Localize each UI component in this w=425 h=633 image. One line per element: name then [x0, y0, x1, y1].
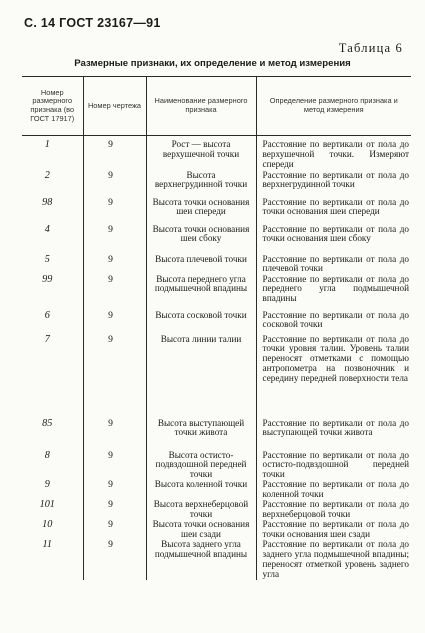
measure-method: Расстояние по вертикали от пола до плечевой точки	[256, 255, 411, 275]
measure-name: Высота линии талии	[146, 335, 256, 419]
figure-number: 9	[83, 520, 146, 540]
measure-number: 1	[22, 136, 83, 171]
measure-number: 9	[22, 480, 83, 500]
measure-method: Расстояние по вертикали от пола до выступающей точки живота	[256, 419, 411, 451]
measure-method: Расстояние по вертикали от пола до переднего угла подмышечной впадины	[256, 275, 411, 311]
measure-name: Высота коленной точки	[146, 480, 256, 500]
measure-method: Расстояние по вертикали от пола до сосковой точки	[256, 311, 411, 335]
table-row	[22, 275, 411, 311]
table-row	[22, 335, 411, 419]
table-row	[22, 540, 411, 580]
table-header-row	[22, 77, 411, 136]
measure-method: Расстояние по вертикали от пола до точки основания шеи сзади	[256, 520, 411, 540]
measure-name: Высота точки основания шеи сбоку	[146, 225, 256, 255]
measure-name: Высота верхнегрудинной точки	[146, 171, 256, 198]
figure-number: 9	[83, 255, 146, 275]
table-label: Таблица 6	[338, 41, 403, 55]
measure-number: 98	[22, 198, 83, 225]
figure-number: 9	[83, 198, 146, 225]
table-row	[22, 520, 411, 540]
table-caption: Размерные признаки, их определение и метод измерения	[74, 58, 351, 69]
measure-method: Расстояние по вертикали от пола до заднего угла подмышечной впадины; переносят отметкой уровень заднего угла	[256, 540, 411, 580]
figure-number: 9	[83, 275, 146, 311]
measure-number: 101	[22, 500, 83, 520]
table-row	[22, 198, 411, 225]
measure-number: 8	[22, 451, 83, 481]
column-header-method: Определение размерного признака и метод измерения	[256, 77, 411, 136]
measure-method: Расстояние по вертикали от пола до верхнеберцовой точки	[256, 500, 411, 520]
figure-number: 9	[83, 540, 146, 580]
table-row	[22, 451, 411, 481]
figure-number: 9	[83, 311, 146, 335]
measure-number: 85	[22, 419, 83, 451]
measure-method: Расстояние по вертикали от пола до верхнегрудинной точки	[256, 171, 411, 198]
measure-method: Расстояние по вертикали от пола до точки основания шеи сбоку	[256, 225, 411, 255]
measure-number: 7	[22, 335, 83, 419]
figure-number: 9	[83, 136, 146, 171]
figure-number: 9	[83, 451, 146, 481]
table-row	[22, 255, 411, 275]
table-row	[22, 171, 411, 198]
measure-number: 2	[22, 171, 83, 198]
figure-number: 9	[83, 171, 146, 198]
figure-number: 9	[83, 480, 146, 500]
measure-method: Расстояние по вертикали от пола до коленной точки	[256, 480, 411, 500]
table-row	[22, 500, 411, 520]
measure-name: Высота остисто-подвздошной передней точки	[146, 451, 256, 481]
measure-name: Высота точки основания шеи спереди	[146, 198, 256, 225]
page-header: С. 14 ГОСТ 23167—91	[24, 16, 161, 30]
figure-number: 9	[83, 225, 146, 255]
measure-number: 6	[22, 311, 83, 335]
measure-name: Высота переднего угла подмышечной впадины	[146, 275, 256, 311]
measure-method: Расстояние по вертикали от пола до верхушечной точки. Измеряют спереди	[256, 136, 411, 171]
measure-number: 5	[22, 255, 83, 275]
measure-name: Высота сосковой точки	[146, 311, 256, 335]
measure-method: Расстояние по вертикали от пола до точки основания шеи спереди	[256, 198, 411, 225]
table-row	[22, 311, 411, 335]
figure-number: 9	[83, 419, 146, 451]
measure-name: Высота заднего угла подмышечной впадины	[146, 540, 256, 580]
measure-number: 4	[22, 225, 83, 255]
measure-number: 10	[22, 520, 83, 540]
measurements-table	[22, 76, 411, 580]
table-row	[22, 419, 411, 451]
figure-number: 9	[83, 335, 146, 419]
measure-number: 11	[22, 540, 83, 580]
measure-number: 99	[22, 275, 83, 311]
table-row	[22, 480, 411, 500]
measure-name: Высота выступающей точки живота	[146, 419, 256, 451]
measure-method: Расстояние по вертикали от пола до остисто-подвздошной передней точки	[256, 451, 411, 481]
figure-number: 9	[83, 500, 146, 520]
measure-name: Высота верхнеберцовой точки	[146, 500, 256, 520]
measure-name: Высота точки основания шеи сзади	[146, 520, 256, 540]
column-header-name: Наименование размерного признака	[146, 77, 256, 136]
measure-name: Рост — высота верхушечной точки	[146, 136, 256, 171]
measure-name: Высота плечевой точки	[146, 255, 256, 275]
table-row	[22, 136, 411, 171]
column-header-number: Номер размерного признака (во ГОСТ 17917)	[22, 77, 83, 136]
table-row	[22, 225, 411, 255]
measure-method: Расстояние по вертикали от пола до точки уровня талии. Уровень талии переносят отметками с помощью антропометра на позвоночник и середину передней поверхности тела	[256, 335, 411, 419]
column-header-figure: Номер чертежа	[83, 77, 146, 136]
